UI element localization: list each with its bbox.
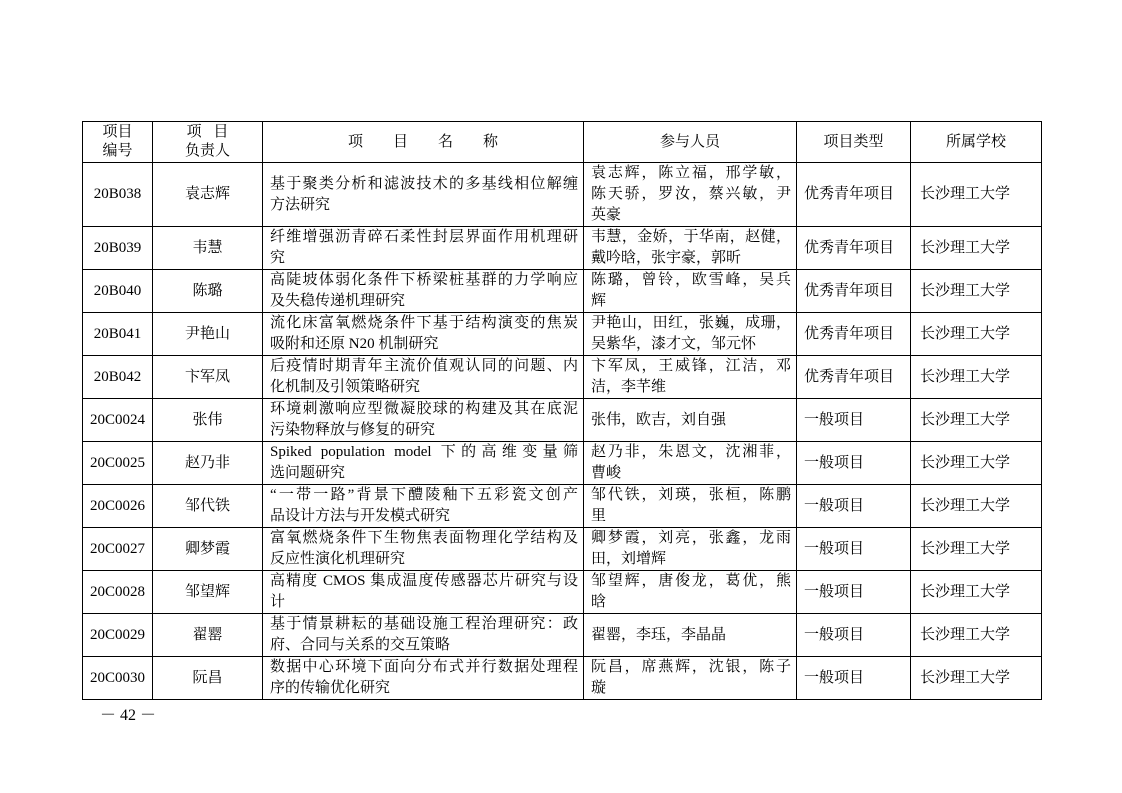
project-name-line: Spiked population model 下的高维变量筛 — [270, 444, 578, 460]
participants-line: 晗 — [591, 594, 607, 610]
project-name-line: 计 — [270, 594, 286, 610]
participants-line: 辉 — [591, 293, 607, 309]
cell-participants — [584, 571, 797, 614]
header-project-type — [797, 122, 911, 163]
table-row — [83, 270, 1042, 313]
table-row — [83, 528, 1042, 571]
cell-project-name — [263, 270, 584, 313]
header-project-id-line: 编号 — [102, 143, 133, 159]
cell-participants — [584, 657, 797, 700]
project-id-line: 20B038 — [93, 186, 142, 202]
project-leader-line: 卞军凤 — [184, 368, 230, 385]
project-name-line: 吸附和还原 N20 机制研究 — [270, 336, 439, 352]
project-type-line: 一般项目 — [804, 454, 865, 471]
cell-school — [911, 614, 1042, 657]
project-name-line: 基于情景耕耘的基础设施工程治理研究：政 — [270, 616, 578, 632]
participants-line: 卞军凤，王威锋，江洁，邓 — [591, 358, 791, 374]
cell-project-leader — [153, 614, 263, 657]
cell-project-leader — [153, 356, 263, 399]
cell-project-leader — [153, 399, 263, 442]
participants-line: 璇 — [591, 680, 607, 696]
header-project-leader-line: 项 目 — [186, 124, 229, 140]
table-row — [83, 356, 1042, 399]
cell-school — [911, 399, 1042, 442]
project-type-line: 一般项目 — [804, 626, 865, 643]
cell-school — [911, 270, 1042, 313]
school-line: 长沙理工大学 — [920, 454, 1011, 471]
school-line: 长沙理工大学 — [920, 325, 1011, 342]
cell-participants — [584, 227, 797, 270]
cell-project-type — [797, 614, 911, 657]
header-school — [911, 122, 1042, 163]
cell-project-type — [797, 657, 911, 700]
header-project-leader-line: 负责人 — [184, 143, 230, 159]
cell-project-id — [83, 614, 153, 657]
cell-project-name — [263, 657, 584, 700]
cell-project-type — [797, 485, 911, 528]
cell-project-name — [263, 528, 584, 571]
cell-participants — [584, 163, 797, 227]
cell-project-leader — [153, 571, 263, 614]
cell-school — [911, 163, 1042, 227]
project-leader-line: 翟罂 — [192, 626, 223, 643]
project-id-line: 20C0025 — [89, 454, 145, 471]
cell-project-name — [263, 399, 584, 442]
project-name-line: 污染物释放与修复的研究 — [270, 422, 436, 438]
project-id-line: 20C0024 — [89, 411, 145, 428]
header-project-name-text: 项 目 名 称 — [347, 133, 498, 150]
header-participants-text: 参与人员 — [659, 133, 720, 150]
school-line: 长沙理工大学 — [920, 186, 1011, 202]
project-leader-line: 赵乃非 — [184, 454, 230, 471]
cell-project-leader — [153, 270, 263, 313]
cell-school — [911, 356, 1042, 399]
participants-line: 张伟，欧吉，刘自强 — [591, 411, 727, 428]
cell-project-id — [83, 657, 153, 700]
table-body — [83, 163, 1042, 700]
participants-line: 韦慧，金娇，于华南，赵健， — [591, 229, 791, 245]
table-row — [83, 313, 1042, 356]
table-row — [83, 163, 1042, 227]
header-project-id — [83, 122, 153, 163]
cell-project-type — [797, 356, 911, 399]
project-name-line: 高陡坡体弱化条件下桥梁桩基群的力学响应 — [270, 272, 578, 288]
project-type-line: 一般项目 — [804, 669, 865, 686]
header-participants — [584, 122, 797, 163]
cell-project-name — [263, 356, 584, 399]
cell-participants — [584, 270, 797, 313]
cell-school — [911, 313, 1042, 356]
project-leader-line: 袁志辉 — [184, 186, 230, 202]
table-row — [83, 485, 1042, 528]
participants-line: 赵乃非，朱恩文，沈湘菲， — [591, 444, 791, 460]
project-id-line: 20B040 — [93, 282, 142, 299]
school-line: 长沙理工大学 — [920, 669, 1011, 686]
cell-project-leader — [153, 313, 263, 356]
project-name-line: 府、合同与关系的交互策略 — [270, 637, 451, 653]
project-name-line: 富氧燃烧条件下生物焦表面物理化学结构及 — [270, 530, 578, 546]
cell-project-name — [263, 485, 584, 528]
project-type-line: 一般项目 — [804, 497, 865, 514]
cell-project-id — [83, 571, 153, 614]
cell-project-leader — [153, 528, 263, 571]
project-leader-line: 邹望辉 — [184, 583, 230, 600]
participants-line: 邹望辉，唐俊龙，葛优，熊 — [591, 573, 791, 589]
cell-participants — [584, 399, 797, 442]
cell-project-type — [797, 442, 911, 485]
cell-school — [911, 528, 1042, 571]
cell-project-name — [263, 227, 584, 270]
table-header — [83, 122, 1042, 163]
cell-project-type — [797, 270, 911, 313]
table-row — [83, 657, 1042, 700]
project-id-line: 20C0029 — [89, 626, 145, 643]
cell-project-id — [83, 227, 153, 270]
project-id-line: 20C0028 — [89, 583, 145, 600]
participants-line: 戴吟晗，张宇豪，郭昕 — [591, 250, 742, 266]
project-name-line: 后疫情时期青年主流价值观认同的问题、内 — [270, 358, 578, 374]
project-name-line: 反应性演化机理研究 — [270, 551, 406, 567]
cell-project-type — [797, 571, 911, 614]
project-leader-line: 邹代铁 — [184, 497, 230, 514]
school-line: 长沙理工大学 — [920, 282, 1011, 299]
cell-project-id — [83, 313, 153, 356]
cell-project-type — [797, 313, 911, 356]
project-name-line: “一带一路”背景下醴陵釉下五彩瓷文创产 — [270, 487, 578, 503]
project-name-line: 选问题研究 — [270, 465, 346, 481]
project-type-line: 优秀青年项目 — [804, 368, 895, 385]
participants-line: 陈天骄，罗汝，蔡兴敏，尹 — [591, 186, 791, 202]
project-table — [82, 121, 1042, 700]
cell-project-id — [83, 163, 153, 227]
project-name-line: 纤维增强沥青碎石柔性封层界面作用机理研 — [270, 229, 578, 245]
project-type-line: 优秀青年项目 — [804, 325, 895, 342]
header-project-id-line: 项目 — [102, 124, 133, 140]
cell-project-id — [83, 442, 153, 485]
project-leader-line: 尹艳山 — [184, 325, 230, 342]
cell-school — [911, 227, 1042, 270]
cell-participants — [584, 442, 797, 485]
table-row — [83, 442, 1042, 485]
project-name-line: 环境刺激响应型微凝胶球的构建及其在底泥 — [270, 401, 578, 417]
school-line: 长沙理工大学 — [920, 368, 1011, 385]
cell-school — [911, 442, 1042, 485]
header-row — [83, 122, 1042, 163]
project-leader-line: 陈璐 — [192, 282, 223, 299]
project-name-line: 究 — [270, 250, 286, 266]
cell-project-leader — [153, 485, 263, 528]
project-name-line: 方法研究 — [270, 196, 331, 213]
participants-line: 里 — [591, 508, 607, 524]
header-project-name — [263, 122, 584, 163]
participants-line: 卿梦霞，刘亮，张鑫，龙雨 — [591, 530, 791, 546]
project-leader-line: 卿梦霞 — [184, 540, 230, 557]
cell-project-name — [263, 442, 584, 485]
cell-school — [911, 571, 1042, 614]
project-id-line: 20C0026 — [89, 497, 145, 514]
cell-participants — [584, 485, 797, 528]
cell-project-type — [797, 163, 911, 227]
project-type-line: 优秀青年项目 — [804, 186, 895, 202]
project-name-line: 化机制及引领策略研究 — [270, 379, 421, 395]
participants-line: 袁志辉，陈立福，邢学敏， — [591, 165, 791, 181]
cell-project-leader — [153, 163, 263, 227]
cell-project-id — [83, 356, 153, 399]
participants-line: 英豪 — [591, 207, 622, 223]
participants-line: 洁，李芊维 — [591, 379, 667, 395]
cell-project-leader — [153, 442, 263, 485]
project-name-line: 流化床富氧燃烧条件下基于结构演变的焦炭 — [270, 315, 578, 331]
table-row — [83, 571, 1042, 614]
participants-line: 田，刘增辉 — [591, 551, 667, 567]
project-leader-line: 阮昌 — [192, 669, 223, 686]
project-name-line: 高精度 CMOS 集成温度传感器芯片研究与设 — [270, 573, 578, 589]
header-project-type-text: 项目类型 — [823, 133, 884, 150]
page-number: － 42 － — [100, 707, 157, 724]
participants-line: 吴紫华，漆才文，邹元怀 — [591, 336, 757, 352]
participants-line: 陈璐，曾铃，欧雪峰，吴兵 — [591, 272, 791, 288]
project-name-line: 品设计方法与开发模式研究 — [270, 508, 451, 524]
project-name-line: 数据中心环境下面向分布式并行数据处理程 — [270, 659, 578, 675]
project-id-line: 20C0030 — [89, 669, 145, 686]
participants-line: 邹代铁，刘瑛，张桓，陈鹏 — [591, 487, 791, 503]
participants-line: 尹艳山，田红，张巍，成珊， — [591, 315, 791, 331]
header-school-text: 所属学校 — [945, 133, 1006, 150]
participants-line: 翟罂，李珏，李晶晶 — [591, 626, 727, 643]
project-leader-line: 张伟 — [192, 411, 223, 428]
cell-project-id — [83, 399, 153, 442]
cell-project-name — [263, 313, 584, 356]
cell-participants — [584, 356, 797, 399]
school-line: 长沙理工大学 — [920, 583, 1011, 600]
cell-participants — [584, 528, 797, 571]
cell-project-leader — [153, 227, 263, 270]
cell-project-type — [797, 227, 911, 270]
project-leader-line: 韦慧 — [192, 239, 223, 256]
cell-project-leader — [153, 657, 263, 700]
project-name-line: 序的传输优化研究 — [270, 680, 391, 696]
cell-project-id — [83, 270, 153, 313]
cell-participants — [584, 614, 797, 657]
cell-project-id — [83, 485, 153, 528]
school-line: 长沙理工大学 — [920, 540, 1011, 557]
school-line: 长沙理工大学 — [920, 626, 1011, 643]
project-type-line: 一般项目 — [804, 411, 865, 428]
participants-line: 曹峻 — [591, 465, 622, 481]
cell-project-name — [263, 163, 584, 227]
project-id-line: 20B039 — [93, 239, 142, 256]
header-project-leader — [153, 122, 263, 163]
project-id-line: 20C0027 — [89, 540, 145, 557]
school-line: 长沙理工大学 — [920, 497, 1011, 514]
project-name-line: 及失稳传递机理研究 — [270, 293, 406, 309]
project-type-line: 一般项目 — [804, 583, 865, 600]
school-line: 长沙理工大学 — [920, 239, 1011, 256]
cell-school — [911, 657, 1042, 700]
table-row — [83, 227, 1042, 270]
project-id-line: 20B041 — [93, 325, 142, 342]
cell-project-name — [263, 571, 584, 614]
table-row — [83, 614, 1042, 657]
cell-project-type — [797, 399, 911, 442]
cell-project-name — [263, 614, 584, 657]
school-line: 长沙理工大学 — [920, 411, 1011, 428]
participants-line: 阮昌，席燕辉，沈银，陈子 — [591, 659, 791, 675]
project-type-line: 优秀青年项目 — [804, 239, 895, 256]
table-row — [83, 399, 1042, 442]
project-type-line: 一般项目 — [804, 540, 865, 557]
cell-participants — [584, 313, 797, 356]
project-id-line: 20B042 — [93, 368, 142, 385]
cell-school — [911, 485, 1042, 528]
project-type-line: 优秀青年项目 — [804, 282, 895, 299]
cell-project-id — [83, 528, 153, 571]
project-name-line: 基于聚类分析和滤波技术的多基线相位解缠 — [270, 175, 578, 192]
cell-project-type — [797, 528, 911, 571]
